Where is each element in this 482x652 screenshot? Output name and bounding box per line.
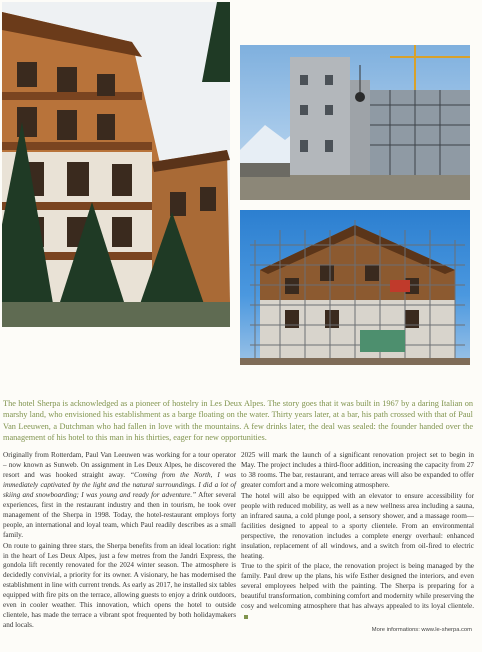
footer-more-info[interactable]: More informations: www.le-sherpa.com [371, 627, 472, 633]
article-column-left [3, 451, 236, 631]
photo-construction [240, 45, 470, 200]
quote: “Coming from the North, I was immediately captivated by the light and the natural surroundings. I did a lot of skiing and snowboarding; I was young and ready for adventure.” [3, 470, 236, 499]
left-paragraph-1-end: After several experiences, first in the restaurant industry and then in tourism, he took over management of the Sherpa in 1998. Today, the hotel-restaurant employs forty people, an international and loyal team, which Paul readily describes as a small family. [3, 490, 236, 539]
right-paragraph-3 [241, 562, 474, 622]
photo-chalet [2, 2, 230, 327]
right-paragraph-2: The hotel will also be equipped with an elevator to ensure accessibility for people with reduced mobility, as well as a new wellness area including a sauna, an infrared sauna, a cold plunge pool, a sensory shower, and a massage room—facilities designed to appeal to a sporty clientele. From an environmental perspective, the renovation includes a complete energy overhaul: enhanced insulation, replacement of all windows, and a switch from oil-fired to electric heating. [241, 491, 474, 560]
left-paragraph-1-start: Originally from Rotterdam, Paul Van Leeuwen was working for a tour operator – now known as Sunweb. On assignment in Les Deux Alpes, he discovered the resort and was hooked straight away. [3, 451, 236, 479]
left-paragraph-2: On route to gaining three stars, the Sherpa benefits from an ideal location: right in the heart of Les Deux Alpes, just a few metres from the Jandri Express, the gondola lift recently renovated for the 2024 winter season. The atmosphere is decidedly convivial, a priority for its owner. A visionary, he has modernised the establishment in line with current trends. As early as 2017, he installed six tables equipped with fire pits on the terrace, allowing guests to enjoy a drink outdoors, even in cooler weather. This innovation, which opens the hotel to outside clientele, has made the terrace a vibrant spot frequented by both holidaymakers and locals. [3, 541, 236, 630]
end-of-article-mark [244, 615, 248, 619]
intro-paragraph: The hotel Sherpa is acknowledged as a pioneer of hostelry in Les Deux Alpes. The story goes that it was built in 1967 by a daring Italian on marshy land, who envisioned his establishment as a barge floating on the water. Thirty years later, at a bar, his path crossed with that of Paul Van Leeuwen, a Dutchman who had fallen in love with the mountains. A few drinks later, the deal was sealed: the founder handed over the management of his hotel to this man in his thirties, eager for new opportunities. [3, 399, 473, 443]
photo-scaffold [240, 210, 470, 365]
right-paragraph-3-text: True to the spirit of the place, the renovation project is being managed by the family. Paul drew up the plans, his wife Esther designed the interiors, and even several employees helped with the painting. The Sherpa is preparing for a beautiful transformation, combining comfort and modernity while preserving the cosy and welcoming atmosphere that has always appealed to its loyal clientele. [241, 562, 474, 611]
right-paragraph-1: 2025 will mark the launch of a significant renovation project set to begin in May. The project includes a third-floor addition, increasing the capacity from 27 to 38 rooms. The bar, restaurant, and terrace areas will also be expanded to offer greater comfort and a more welcoming atmosphere. [241, 451, 474, 489]
article-column-right [241, 451, 474, 622]
left-paragraph-1 [3, 451, 236, 541]
